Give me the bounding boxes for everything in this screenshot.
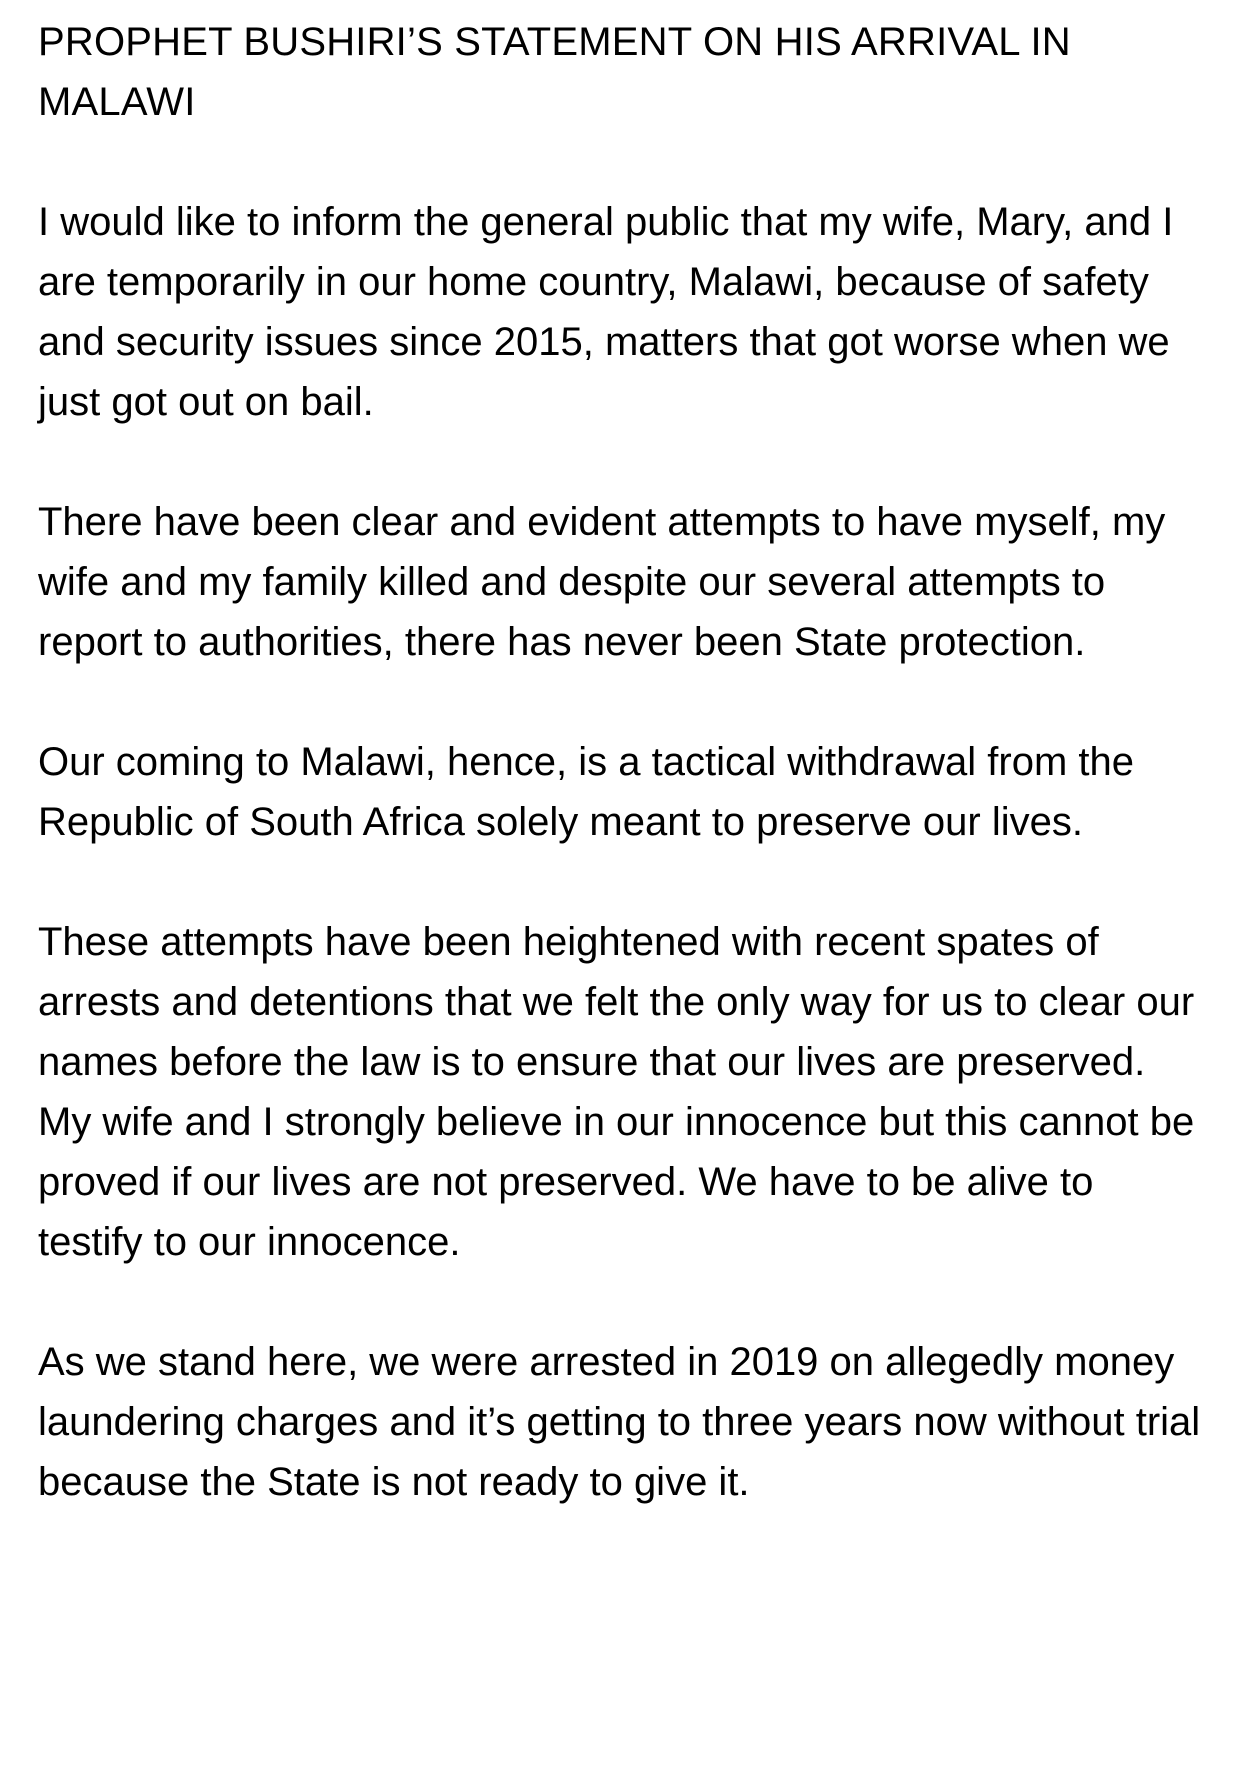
statement-paragraph-4: These attempts have been heightened with recent spates of arrests and detentions that we felt the only way for us to clear our names before the law is to ensure that our lives are preserved. My wife and I strongly believe in our innocence but this cannot be proved if our lives are not preserved. We have to be alive to testify to our innocence. <box>38 920 1195 1264</box>
statement-document <box>38 12 1208 1512</box>
statement-paragraph-2: There have been clear and evident attempts to have myself, my wife and my family killed and despite our several attempts to report to authorities, there has never been State protection. <box>38 500 1166 664</box>
statement-paragraph-5: As we stand here, we were arrested in 2019 on allegedly money laundering charges and it’s getting to three years now without trial because the State is not ready to give it. <box>38 1340 1201 1504</box>
statement-title: PROPHET BUSHIRI’S STATEMENT ON HIS ARRIVAL IN MALAWI <box>38 20 1071 124</box>
statement-paragraph-3: Our coming to Malawi, hence, is a tactical withdrawal from the Republic of South Africa solely meant to preserve our lives. <box>38 740 1134 844</box>
statement-paragraph-1: I would like to inform the general public that my wife, Mary, and I are temporarily in our home country, Malawi, because of safety and security issues since 2015, matters that got worse when we just got out on bail. <box>38 200 1174 424</box>
